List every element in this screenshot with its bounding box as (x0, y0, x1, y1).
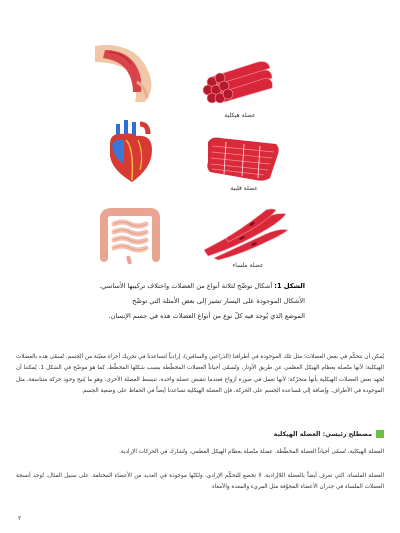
smooth-muscle-illustration (200, 206, 290, 262)
arm-illustration (95, 42, 167, 104)
paragraph-skeletal-muscle: يُمكن أن نتحكّم في بعض العضلات؛ مثل تلك الموجودة في أطرافنا (الذراعين والساقين)، إرادياً لتساعدنا في تحريك أجزاء معيّنة من الجسم. تُسمّى هذه بالعضلات الهيكلية؛ لأنها متّصلة بعظام الهيكل العظمي عن طريق الأوتار، وتُسمّى أحياناً العضلات المخطّطة بسبب شكلها المخطّط، كما هو موضّح في الشكل 1. يُمكننا أن نُجهد بعض العضلات الهيكلية بأنها متحرّكة؛ لأنها تعمل في صورة أزواج فعندما تنقبض عضلة واحدة، تنبسط العضلة الأخرى، وهو ما يُتيح وجود حركة متناسقة، مثل الموجودة في الأطراف. وإضافة إلى مُساعدة الجسم على الحركة، فإن العضلة الهيكلية تساعدنا أيضاً في الحفاظ على وضعية الجسم. (16, 354, 384, 395)
caption-line-3: الموضع الذي يُوجد فيه كلّ نوع من أنواع العضلات هذه في جسم الإنسان. (108, 312, 305, 320)
key-term (274, 430, 384, 438)
intestine-illustration (98, 208, 162, 264)
heart-illustration (104, 118, 156, 184)
caption-bold: الشكل 1: (274, 282, 305, 290)
caption-line-1: الشكل 1: أشكال توضّح لثلاثة أنواع من العضلات واختلاف تركيبها الأساسي. (99, 282, 305, 290)
page-number: ٢ (18, 515, 22, 522)
paragraph-smooth-muscle: العضلة الملساء، التي تعرف أيضاً بالعضلة اللاإرادية، لا تخضع للتحكّم الإرادي، ولكنّها موجودة في العديد من الأعضاء المختلفة. على سبيل المثال، تُوجد أنسجة العضلات الملساء في جدران الأعضاء المجوّفة مثل المريء والمعدة والأمعاء (16, 473, 384, 491)
smooth-muscle-label: عضلة ملساء (232, 262, 264, 269)
skeletal-muscle-label: عضلة هيكلية (224, 112, 256, 119)
key-term-marker-icon (376, 430, 384, 438)
cardiac-muscle-illustration (206, 134, 280, 182)
caption-line-2: الأشكال الموجودة على اليسار تشير إلى بعض الأمثلة التي توضّح (132, 297, 305, 305)
paragraph-definition: العضلة الهيكلية، تُسمّى أحياناً العضلة المخطّطة. عضلة متّصلة بعظام الهيكل العظمي، وتُشارك في الحركات الإرادية. (119, 449, 384, 455)
cardiac-muscle-label: عضلة قلبية (230, 185, 258, 192)
key-term-label: مصطلح رئيسي: العضلة الهيكلية (273, 430, 372, 438)
figure-caption (80, 279, 305, 324)
skeletal-muscle-illustration (198, 60, 278, 110)
